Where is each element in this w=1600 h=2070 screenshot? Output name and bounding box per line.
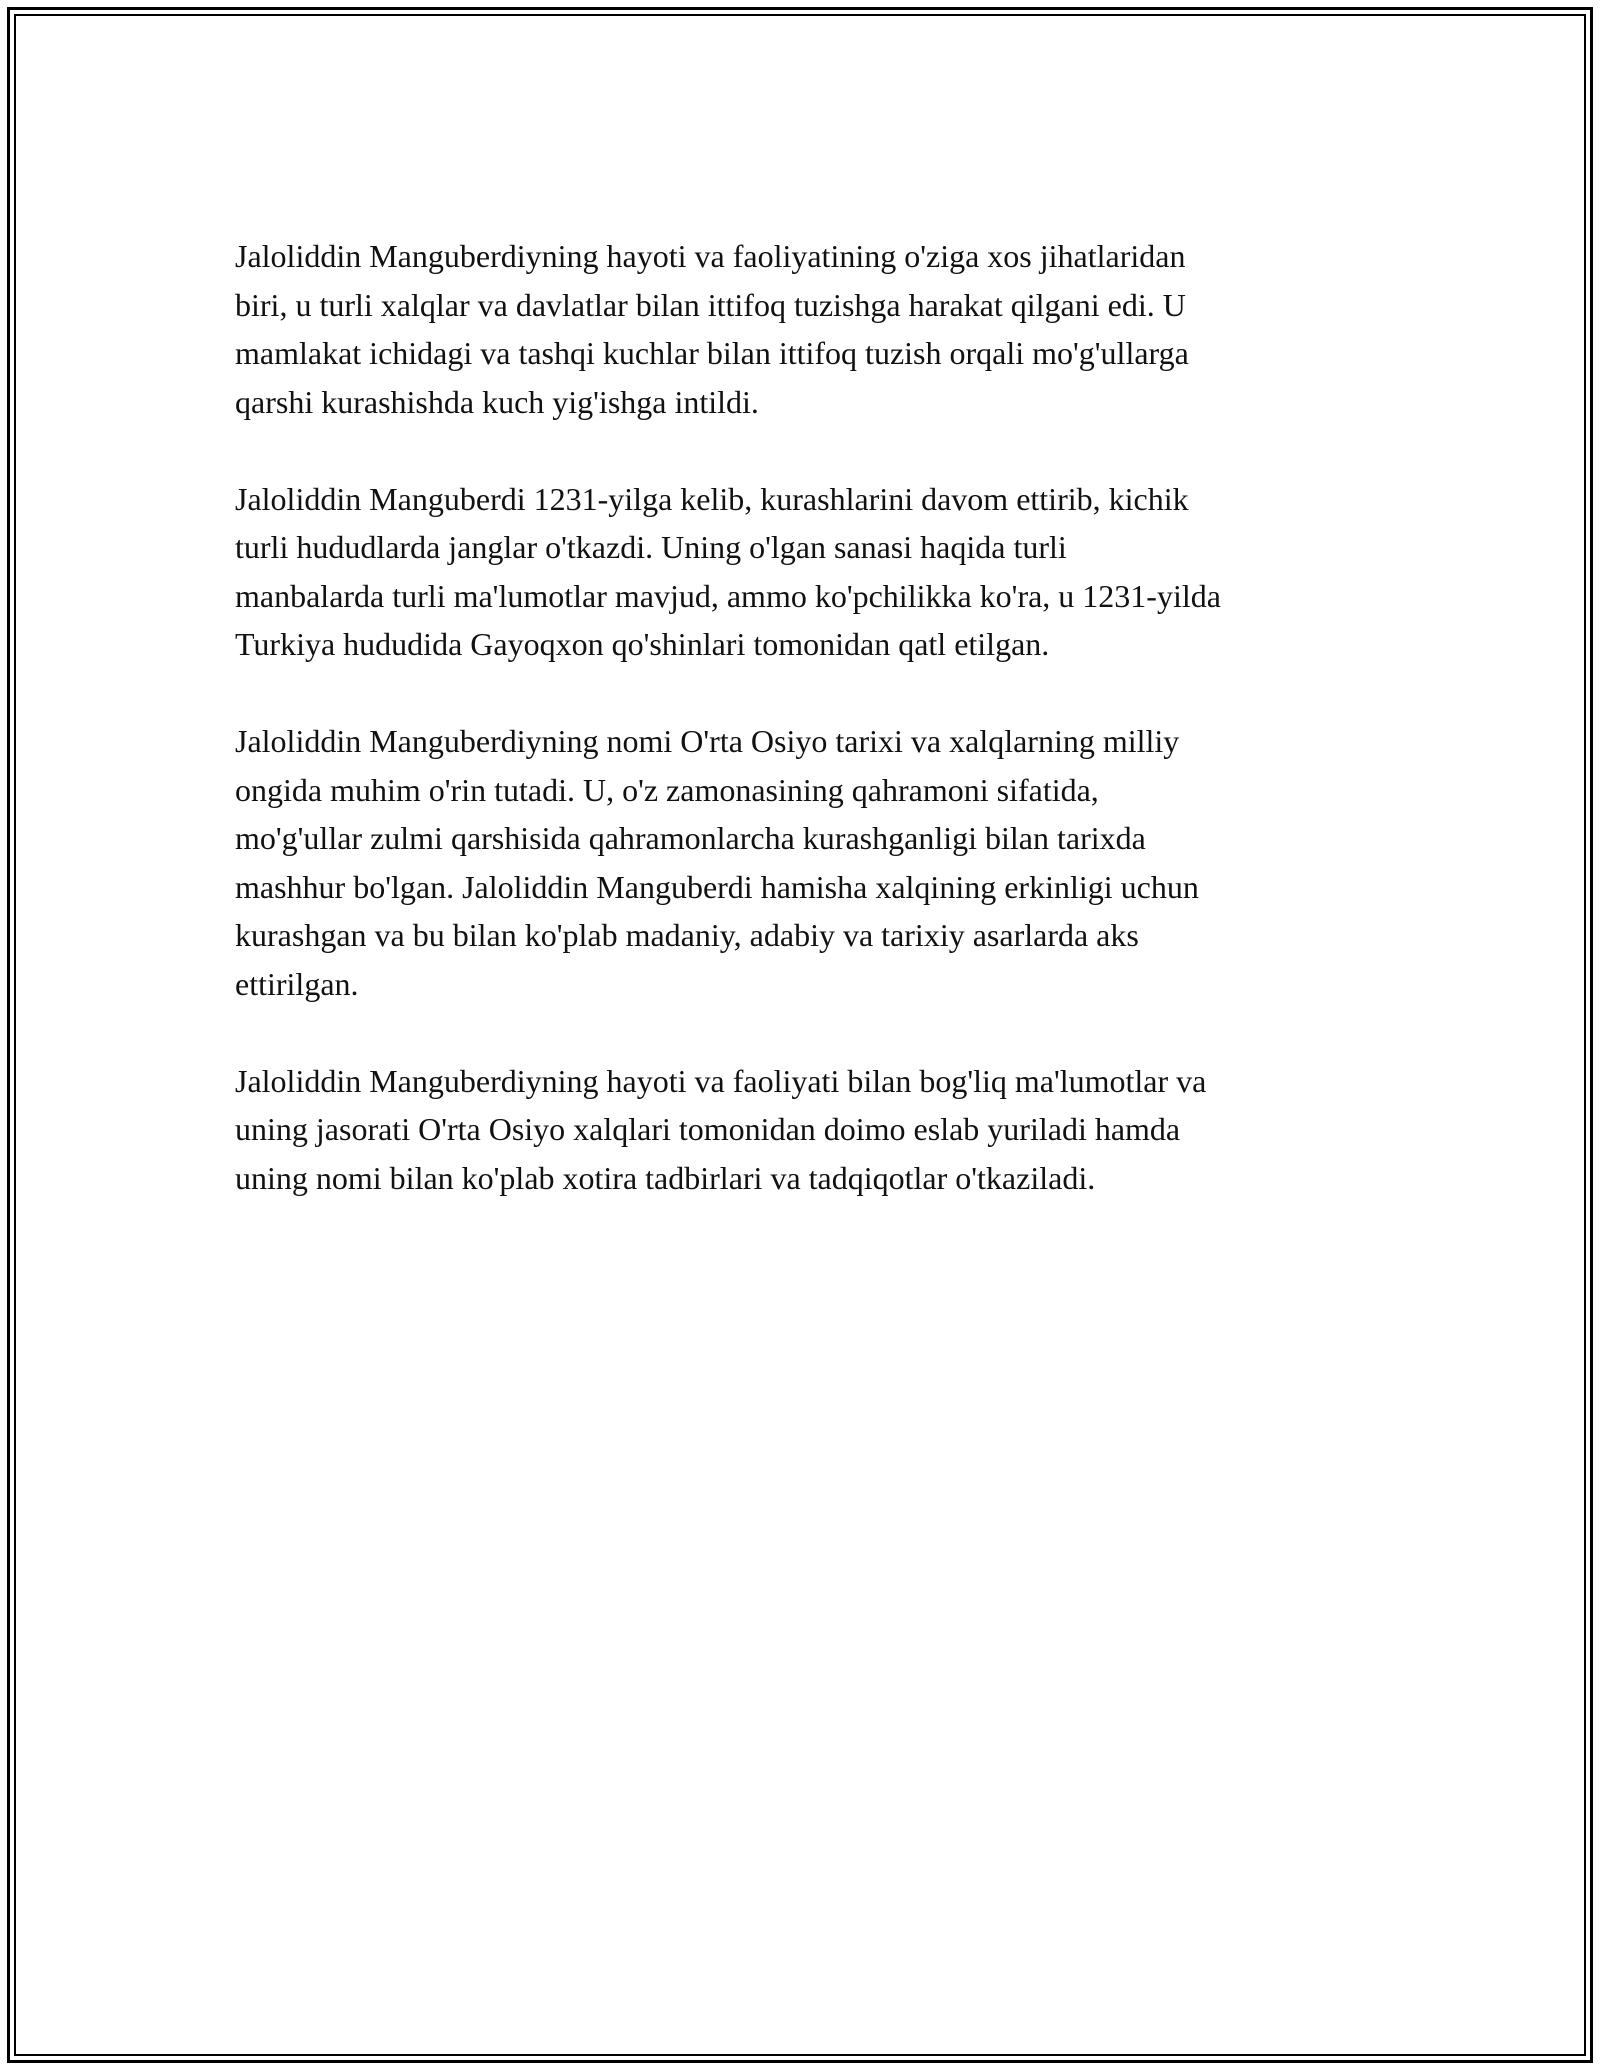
- paragraph-line: uning nomi bilan ko'plab xotira tadbirlari va tadqiqotlar o'tkaziladi.: [235, 1159, 1096, 1196]
- paragraph-line: mashhur bo'lgan. Jaloliddin Manguberdi hamisha xalqining erkinligi uchun: [235, 868, 1199, 905]
- paragraph-line: Turkiya hududida Gayoqxon qo'shinlari tomonidan qatl etilgan.: [235, 626, 1050, 662]
- paragraph-line: turli hududlarda janglar o'tkazdi. Uning o'lgan sanasi haqida turli: [235, 529, 1067, 565]
- paragraph-2: [235, 475, 1375, 669]
- paragraph-line: mo'g'ullar zulmi qarshisida qahramonlarcha kurashganligi bilan tarixda: [235, 820, 1146, 856]
- document-body: [235, 232, 1375, 1251]
- paragraph-line: mamlakat ichidagi va tashqi kuchlar bilan ittifoq tuzish orqali mo'g'ullarga: [235, 335, 1189, 371]
- paragraph-line: Jaloliddin Manguberdi 1231-yilga kelib, kurashlarini davom ettirib, kichik: [235, 480, 1189, 517]
- paragraph-line: Jaloliddin Manguberdiyning hayoti va faoliyati bilan bog'liq ma'lumotlar va: [235, 1062, 1207, 1099]
- paragraph-line: kurashgan va bu bilan ko'plab madaniy, adabiy va tarixiy asarlarda aks: [235, 917, 1139, 953]
- paragraph-line: uning jasorati O'rta Osiyo xalqlari tomonidan doimo eslab yuriladi hamda: [235, 1111, 1181, 1147]
- paragraph-3: [235, 717, 1375, 1008]
- paragraph-line: qarshi kurashishda kuch yig'ishga intildi.: [235, 383, 759, 420]
- paragraph-1: [235, 232, 1375, 426]
- paragraph-line: Jaloliddin Manguberdiyning nomi O'rta Osiyo tarixi va xalqlarning milliy: [235, 723, 1180, 759]
- paragraph-line: ongida muhim o'rin tutadi. U, o'z zamonasining qahramoni sifatida,: [235, 771, 1099, 808]
- paragraph-line: ettirilgan.: [235, 965, 359, 1002]
- paragraph-line: biri, u turli xalqlar va davlatlar bilan ittifoq tuzishga harakat qilgani edi. U: [235, 286, 1186, 323]
- paragraph-4: [235, 1057, 1375, 1203]
- paragraph-line: manbalarda turli ma'lumotlar mavjud, ammo ko'pchilikka ko'ra, u 1231-yilda: [235, 577, 1221, 614]
- paragraph-line: Jaloliddin Manguberdiyning hayoti va faoliyatining o'ziga xos jihatlaridan: [235, 238, 1186, 274]
